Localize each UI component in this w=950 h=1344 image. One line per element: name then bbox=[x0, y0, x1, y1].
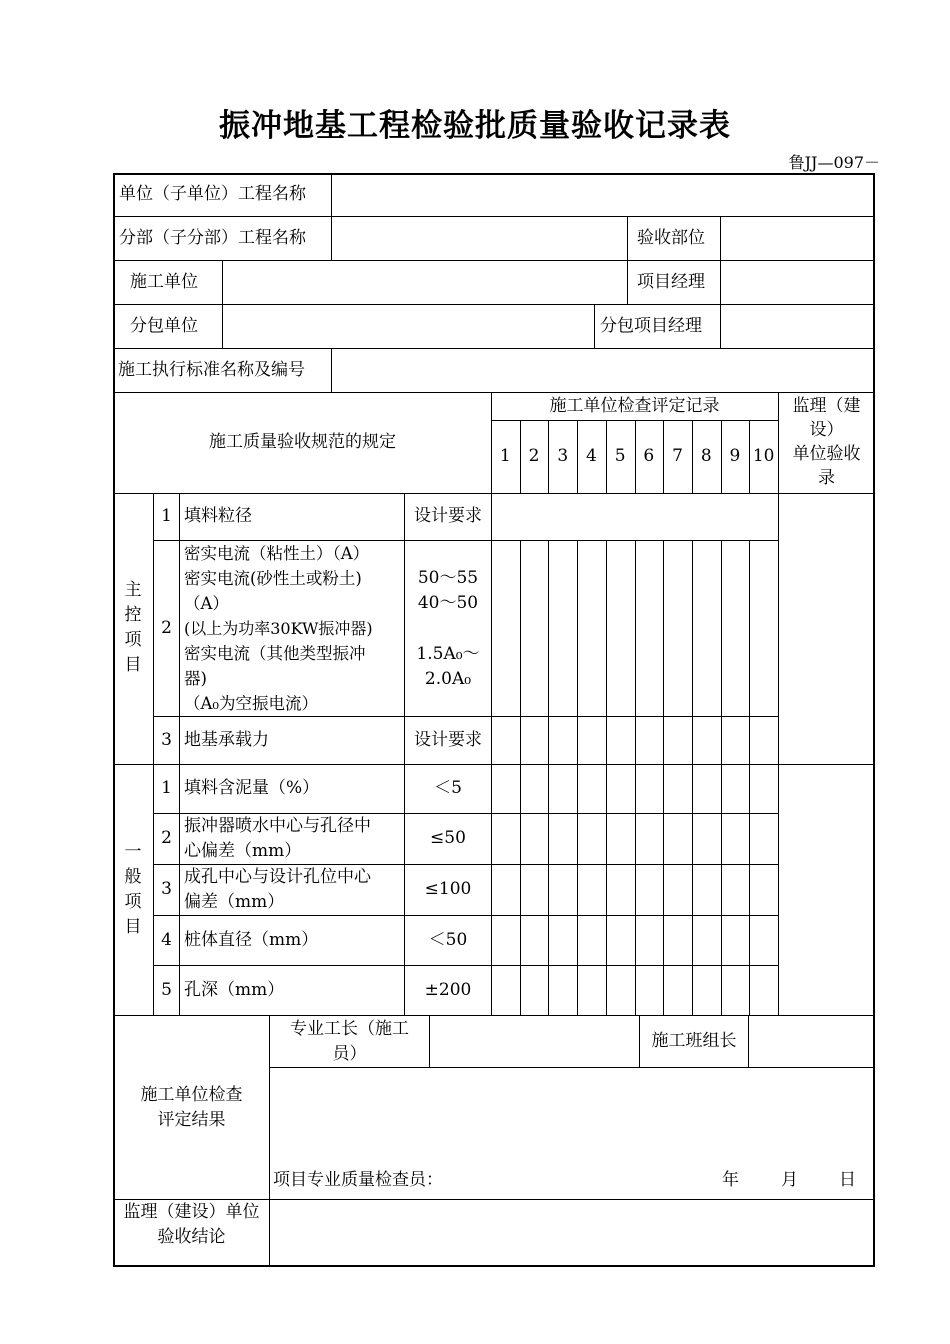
column-number: 1 bbox=[499, 446, 511, 466]
column-number: 3 bbox=[557, 446, 569, 466]
general-row-req: ＜50 bbox=[428, 930, 468, 950]
subcontract-manager-label: 分包项目经理 bbox=[600, 316, 702, 336]
date-month-label: 月 bbox=[781, 1170, 798, 1190]
standard-label: 施工执行标准名称及编号 bbox=[118, 360, 305, 380]
column-divider bbox=[577, 540, 578, 1015]
column-divider bbox=[692, 420, 693, 493]
inspector-label: 项目专业质量检查员： bbox=[273, 1170, 443, 1190]
construction-unit-input[interactable] bbox=[223, 261, 627, 303]
spec-label: 施工质量验收规范的规定 bbox=[209, 432, 396, 452]
column-number: 7 bbox=[672, 446, 683, 466]
column-divider bbox=[749, 540, 750, 1015]
column-divider bbox=[663, 420, 664, 493]
column-divider bbox=[635, 420, 636, 493]
main-row-item: 地基承载力 bbox=[184, 730, 269, 750]
main-items-group-label: 主 控 项 目 bbox=[124, 580, 142, 675]
sub-project-label: 分部（子分部）工程名称 bbox=[119, 228, 306, 248]
column-divider bbox=[548, 420, 549, 493]
team-leader-input[interactable] bbox=[749, 1016, 874, 1066]
date-year-label: 年 bbox=[722, 1170, 739, 1190]
main-row-req: 50～55 bbox=[417, 568, 479, 588]
main-row-req: 设计要求 bbox=[414, 730, 482, 750]
main-row-no: 3 bbox=[161, 730, 172, 750]
subcontract-unit-input[interactable] bbox=[223, 305, 594, 347]
project-manager-input[interactable] bbox=[721, 261, 874, 303]
column-divider bbox=[663, 540, 664, 1015]
general-row-no: 5 bbox=[161, 980, 172, 1000]
main-row-no: 2 bbox=[161, 618, 172, 638]
column-divider bbox=[606, 420, 607, 493]
project-manager-label: 项目经理 bbox=[637, 272, 705, 292]
supervision-label: 单位验收 bbox=[792, 444, 861, 464]
supervision-label: 设） bbox=[809, 420, 844, 440]
general-row-req: ≤50 bbox=[430, 828, 466, 848]
column-divider bbox=[548, 540, 549, 1015]
main-row-item: 密实电流（粘性土）（A） 密实电流(砂性土或粉土) （A） (以上为功率30KW振冲器) 密实电流（其他类型振冲 器) （A₀为空振电流） bbox=[184, 544, 373, 713]
sub-project-input[interactable] bbox=[332, 217, 627, 259]
column-number: 10 bbox=[752, 446, 775, 466]
column-divider bbox=[749, 420, 750, 493]
column-divider bbox=[606, 540, 607, 1015]
main-row-req: 1.5A₀～ bbox=[416, 644, 480, 664]
conclusion-label: 监理（建设）单位 验收结论 bbox=[123, 1202, 260, 1247]
main-row-record-input[interactable] bbox=[492, 494, 777, 539]
general-row-req: ±200 bbox=[424, 980, 472, 1000]
check-record-label: 施工单位检查评定记录 bbox=[549, 396, 720, 416]
standard-input[interactable] bbox=[332, 349, 874, 391]
check-result-label: 施工单位检查 评定结果 bbox=[140, 1085, 243, 1130]
general-row-req: ≤100 bbox=[424, 879, 472, 899]
unit-project-input[interactable] bbox=[331, 174, 875, 216]
main-row-no: 1 bbox=[161, 506, 172, 526]
general-row-req: ＜5 bbox=[434, 778, 462, 798]
construction-unit-label: 施工单位 bbox=[130, 272, 198, 292]
column-divider bbox=[520, 540, 521, 1015]
column-divider bbox=[721, 420, 722, 493]
conclusion-input[interactable] bbox=[270, 1200, 874, 1265]
check-result-input[interactable] bbox=[270, 1068, 874, 1166]
main-row-req: 2.0A₀ bbox=[424, 669, 472, 689]
date-day-label: 日 bbox=[839, 1170, 856, 1190]
supervision-label: 监理（建 bbox=[792, 396, 861, 416]
main-row-req: 40～50 bbox=[417, 593, 479, 613]
column-number: 6 bbox=[643, 446, 655, 466]
column-number: 5 bbox=[614, 446, 626, 466]
form-code: 鲁JJ—097－ bbox=[788, 153, 880, 172]
team-leader-label: 施工班组长 bbox=[651, 1031, 737, 1051]
general-row-item: 振冲器喷水中心与孔径中 心偏差（mm） bbox=[184, 816, 371, 861]
general-row-no: 2 bbox=[161, 828, 172, 848]
general-row-item: 孔深（mm） bbox=[184, 980, 285, 1000]
acceptance-part-input[interactable] bbox=[721, 217, 874, 259]
column-divider bbox=[721, 540, 722, 1015]
page-title: 振冲地基工程检验批质量验收记录表 bbox=[219, 108, 731, 144]
column-divider bbox=[577, 420, 578, 493]
main-row-req: 设计要求 bbox=[414, 506, 482, 526]
supervision-label: 录 bbox=[818, 468, 835, 488]
general-row-item: 桩体直径（mm） bbox=[184, 930, 319, 950]
column-divider bbox=[635, 540, 636, 1015]
foreman-label: 专业工长（施工 员） bbox=[290, 1019, 409, 1064]
unit-project-label: 单位（子单位）工程名称 bbox=[119, 184, 306, 204]
general-row-no: 1 bbox=[161, 778, 172, 798]
column-number: 8 bbox=[700, 446, 712, 466]
general-row-item: 成孔中心与设计孔位中心 偏差（mm） bbox=[184, 867, 371, 912]
main-row-item: 填料粒径 bbox=[184, 506, 252, 526]
subcontract-manager-input[interactable] bbox=[721, 305, 874, 347]
column-number: 2 bbox=[528, 446, 540, 466]
column-number: 9 bbox=[729, 446, 741, 466]
general-items-group-label: 一 般 项 目 bbox=[124, 842, 142, 937]
subcontract-unit-label: 分包单位 bbox=[130, 316, 198, 336]
general-row-item: 填料含泥量（%） bbox=[184, 778, 320, 798]
general-row-no: 4 bbox=[161, 930, 172, 950]
foreman-input[interactable] bbox=[430, 1016, 638, 1066]
general-row-no: 3 bbox=[161, 879, 172, 899]
column-divider bbox=[520, 420, 521, 493]
acceptance-part-label: 验收部位 bbox=[637, 228, 705, 248]
column-number: 4 bbox=[586, 446, 597, 466]
column-divider bbox=[692, 540, 693, 1015]
